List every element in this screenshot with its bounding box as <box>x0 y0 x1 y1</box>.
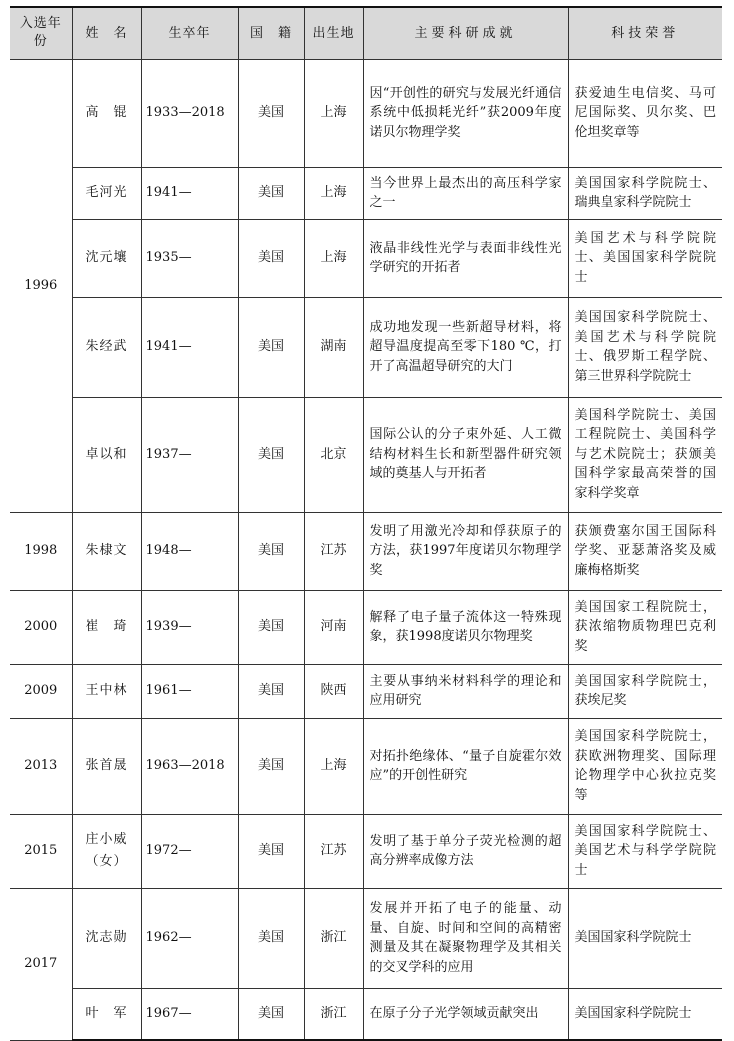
honors-cell: 美国国家科学院院士 <box>568 888 722 988</box>
table-row <box>10 814 722 888</box>
life-cell: 1963—2018 <box>141 718 238 814</box>
life-cell: 1962— <box>141 888 238 988</box>
name-cell: 高 锟 <box>72 59 141 167</box>
nationality-cell: 美国 <box>238 888 304 988</box>
life-cell: 1935— <box>141 219 238 297</box>
life-cell: 1939— <box>141 590 238 664</box>
honors-cell: 美国国家科学院院士 <box>568 988 722 1040</box>
name-cell: 叶 军 <box>72 988 141 1040</box>
achievement-cell: 因“开创性的研究与发展光纤通信系统中低损耗光纤”获2009年度诺贝尔物理学奖 <box>363 59 568 167</box>
nationality-cell: 美国 <box>238 59 304 167</box>
name-cell: 沈元壤 <box>72 219 141 297</box>
birthplace-cell: 浙江 <box>304 888 363 988</box>
name-cell: 沈志勋 <box>72 888 141 988</box>
birthplace-cell: 陕西 <box>304 664 363 718</box>
header-year: 入选年份 <box>10 7 72 59</box>
nationality-cell: 美国 <box>238 512 304 590</box>
achievement-cell: 发明了用激光冷却和俘获原子的方法，获1997年度诺贝尔物理学奖 <box>363 512 568 590</box>
table-row <box>10 512 722 590</box>
life-cell: 1941— <box>141 297 238 397</box>
birthplace-cell: 上海 <box>304 718 363 814</box>
header-row <box>10 7 722 59</box>
achievement-cell: 在原子分子光学领域贡献突出 <box>363 988 568 1040</box>
honors-cell: 美国国家科学院院士、美国艺术与科学学院院士 <box>568 814 722 888</box>
name-cell: 卓以和 <box>72 397 141 512</box>
nationality-cell: 美国 <box>238 988 304 1040</box>
life-cell: 1972— <box>141 814 238 888</box>
table-row <box>10 397 722 512</box>
achievement-cell: 对拓扑绝缘体、“量子自旋霍尔效应”的开创性研究 <box>363 718 568 814</box>
birthplace-cell: 上海 <box>304 167 363 219</box>
achievement-cell: 发明了基于单分子荧光检测的超高分辨率成像方法 <box>363 814 568 888</box>
table-row <box>10 590 722 664</box>
nationality-cell: 美国 <box>238 297 304 397</box>
birthplace-cell: 上海 <box>304 59 363 167</box>
achievement-cell: 主要从事纳米材料科学的理论和应用研究 <box>363 664 568 718</box>
header-nationality: 国 籍 <box>238 7 304 59</box>
header-birthplace: 出生地 <box>304 7 363 59</box>
life-cell: 1961— <box>141 664 238 718</box>
birthplace-cell: 江苏 <box>304 512 363 590</box>
header-achievement: 主要科研成就 <box>363 7 568 59</box>
achievement-cell: 发展并开拓了电子的能量、动量、自旋、时间和空间的高精密测量及其在凝聚物理学及其相关的交叉学科的应用 <box>363 888 568 988</box>
honors-cell: 美国艺术与科学院院士、美国国家科学院院士 <box>568 219 722 297</box>
name-cell: 毛河光 <box>72 167 141 219</box>
life-cell: 1941— <box>141 167 238 219</box>
honors-cell: 美国国家科学院院士，获欧洲物理奖、国际理论物理学中心狄拉克奖等 <box>568 718 722 814</box>
nationality-cell: 美国 <box>238 814 304 888</box>
achievement-cell: 液晶非线性光学与表面非线性光学研究的开拓者 <box>363 219 568 297</box>
header-name: 姓 名 <box>72 7 141 59</box>
honors-cell: 美国科学院院士、美国工程院院士、美国科学与艺术院院士；获颁美国科学家最高荣誉的国家科学奖章 <box>568 397 722 512</box>
nationality-cell: 美国 <box>238 397 304 512</box>
birthplace-cell: 湖南 <box>304 297 363 397</box>
honors-cell: 美国国家工程院院士，获浓缩物质物理巴克利奖 <box>568 590 722 664</box>
name-cell: 朱棣文 <box>72 512 141 590</box>
table-row <box>10 888 722 988</box>
table-row <box>10 297 722 397</box>
name-cell: 崔 琦 <box>72 590 141 664</box>
table-row <box>10 664 722 718</box>
achievement-cell: 当今世界上最杰出的高压科学家之一 <box>363 167 568 219</box>
achievement-cell: 解释了电子量子流体这一特殊现象，获1998度诺贝尔物理奖 <box>363 590 568 664</box>
nationality-cell: 美国 <box>238 590 304 664</box>
table-row <box>10 59 722 167</box>
nationality-cell: 美国 <box>238 664 304 718</box>
nationality-cell: 美国 <box>238 718 304 814</box>
nationality-cell: 美国 <box>238 219 304 297</box>
year-cell: 2009 <box>10 664 72 718</box>
name-cell: 庄小威（女） <box>72 814 141 888</box>
table-row <box>10 167 722 219</box>
nationality-cell: 美国 <box>238 167 304 219</box>
life-cell: 1967— <box>141 988 238 1040</box>
life-cell: 1937— <box>141 397 238 512</box>
year-cell: 2013 <box>10 718 72 814</box>
honors-cell: 获爱迪生电信奖、马可尼国际奖、贝尔奖、巴伦坦奖章等 <box>568 59 722 167</box>
achievement-cell: 国际公认的分子束外延、人工微结构材料生长和新型器件研究领域的奠基人与开拓者 <box>363 397 568 512</box>
name-cell: 张首晟 <box>72 718 141 814</box>
year-cell: 2000 <box>10 590 72 664</box>
header-life: 生卒年 <box>141 7 238 59</box>
birthplace-cell: 北京 <box>304 397 363 512</box>
table-row <box>10 219 722 297</box>
honors-cell: 美国国家科学院院士、瑞典皇家科学院院士 <box>568 167 722 219</box>
year-cell: 1998 <box>10 512 72 590</box>
honors-cell: 美国国家科学院院士、美国艺术与科学院院士、俄罗斯工程学院、第三世界科学院院士 <box>568 297 722 397</box>
year-cell: 2017 <box>10 888 72 1040</box>
achievement-cell: 成功地发现一些新超导材料，将超导温度提高至零下180 ℃，打开了高温超导研究的大门 <box>363 297 568 397</box>
scientists-table <box>10 6 722 1041</box>
table-row <box>10 988 722 1040</box>
life-cell: 1948— <box>141 512 238 590</box>
life-cell: 1933—2018 <box>141 59 238 167</box>
honors-cell: 获颁费塞尔国王国际科学奖、亚瑟萧洛奖及威廉梅格斯奖 <box>568 512 722 590</box>
year-cell: 2015 <box>10 814 72 888</box>
birthplace-cell: 江苏 <box>304 814 363 888</box>
year-cell: 1996 <box>10 59 72 512</box>
birthplace-cell: 上海 <box>304 219 363 297</box>
honors-cell: 美国国家科学院院士，获埃尼奖 <box>568 664 722 718</box>
header-honors: 科技荣誉 <box>568 7 722 59</box>
name-cell: 王中林 <box>72 664 141 718</box>
birthplace-cell: 河南 <box>304 590 363 664</box>
birthplace-cell: 浙江 <box>304 988 363 1040</box>
name-cell: 朱经武 <box>72 297 141 397</box>
table-row <box>10 718 722 814</box>
